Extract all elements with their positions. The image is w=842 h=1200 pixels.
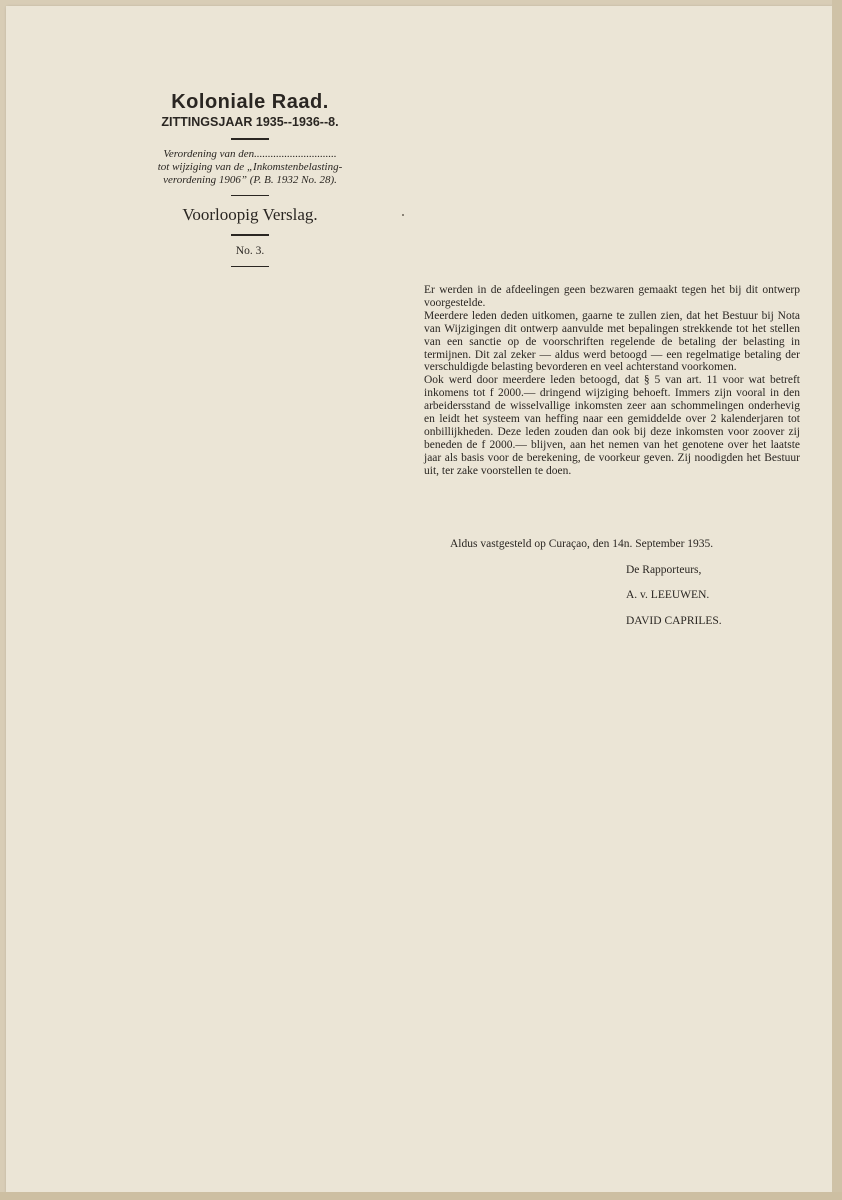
report-number: No. 3.	[235, 244, 265, 257]
paper-speck	[402, 214, 404, 216]
divider	[231, 138, 269, 140]
paper-edge-bottom	[0, 1192, 842, 1200]
divider	[231, 234, 269, 236]
regulation-line-3: verordening 1906” (P. B. 1932 No. 28).	[163, 173, 337, 186]
divider	[231, 195, 269, 197]
closing-statement: Aldus vastgesteld op Curaçao, den 14n. September 1935.	[450, 538, 714, 550]
regulation-line-2: tot wijziging van de „Inkomstenbelasting-	[157, 160, 343, 173]
signature-name-2: DAVID CAPRILES.	[626, 615, 722, 627]
regulation-line-1: Verordening van den..............................	[163, 147, 337, 160]
session-year: ZITTINGSJAAR 1935--1936--8.	[161, 115, 339, 129]
paragraph-3: Ook werd door meerdere leden betoogd, dat § 5 van art. 11 voor wat betreft inkomens tot f 2000.— dringend wijziging behoeft. Immers zijn vooral in den arbeidersstand de wisselvallige inkomsten zeer aan schommelingen onderhevig en leidt het systeem van heffing naar een gemiddelde over 2 kalenderjaren tot onbillijkheden. Deze leden zouden dan ook bij deze inkomsten voor zoover zij beneden de f 2000.— blijven, aan het nemen van het genotene over het laatste jaar als basis voor de berekening, de voorkeur geven. Zij noodigden het Bestuur uit, ter zake voorstellen te doen.	[424, 374, 800, 477]
document-header	[120, 90, 380, 275]
signature-name-1: A. v. LEEUWEN.	[626, 589, 710, 601]
divider	[231, 266, 269, 268]
report-title: Voorloopig Verslag.	[182, 205, 318, 224]
paper-edge-right	[832, 0, 842, 1200]
report-body	[424, 284, 800, 478]
signatures-heading: De Rapporteurs,	[626, 564, 702, 576]
paragraph-2: Meerdere leden deden uitkomen, gaarne te zullen zien, dat het Bestuur bij Nota van Wijzigingen dit ontwerp aanvulde met bepalingen strekkende tot het stellen van een sanctie op de voorschriften regelende de betaling der belasting in termijnen. Dit zal zeker — aldus werd betoogd — een regelmatige betaling der verschuldigde belasting bevorderen en veel achterstand voorkomen.	[424, 309, 800, 374]
council-title: Koloniale Raad.	[171, 91, 329, 113]
paragraph-1: Er werden in de afdeelingen geen bezwaren gemaakt tegen het bij dit ontwerp voorgestelde.	[424, 284, 800, 309]
